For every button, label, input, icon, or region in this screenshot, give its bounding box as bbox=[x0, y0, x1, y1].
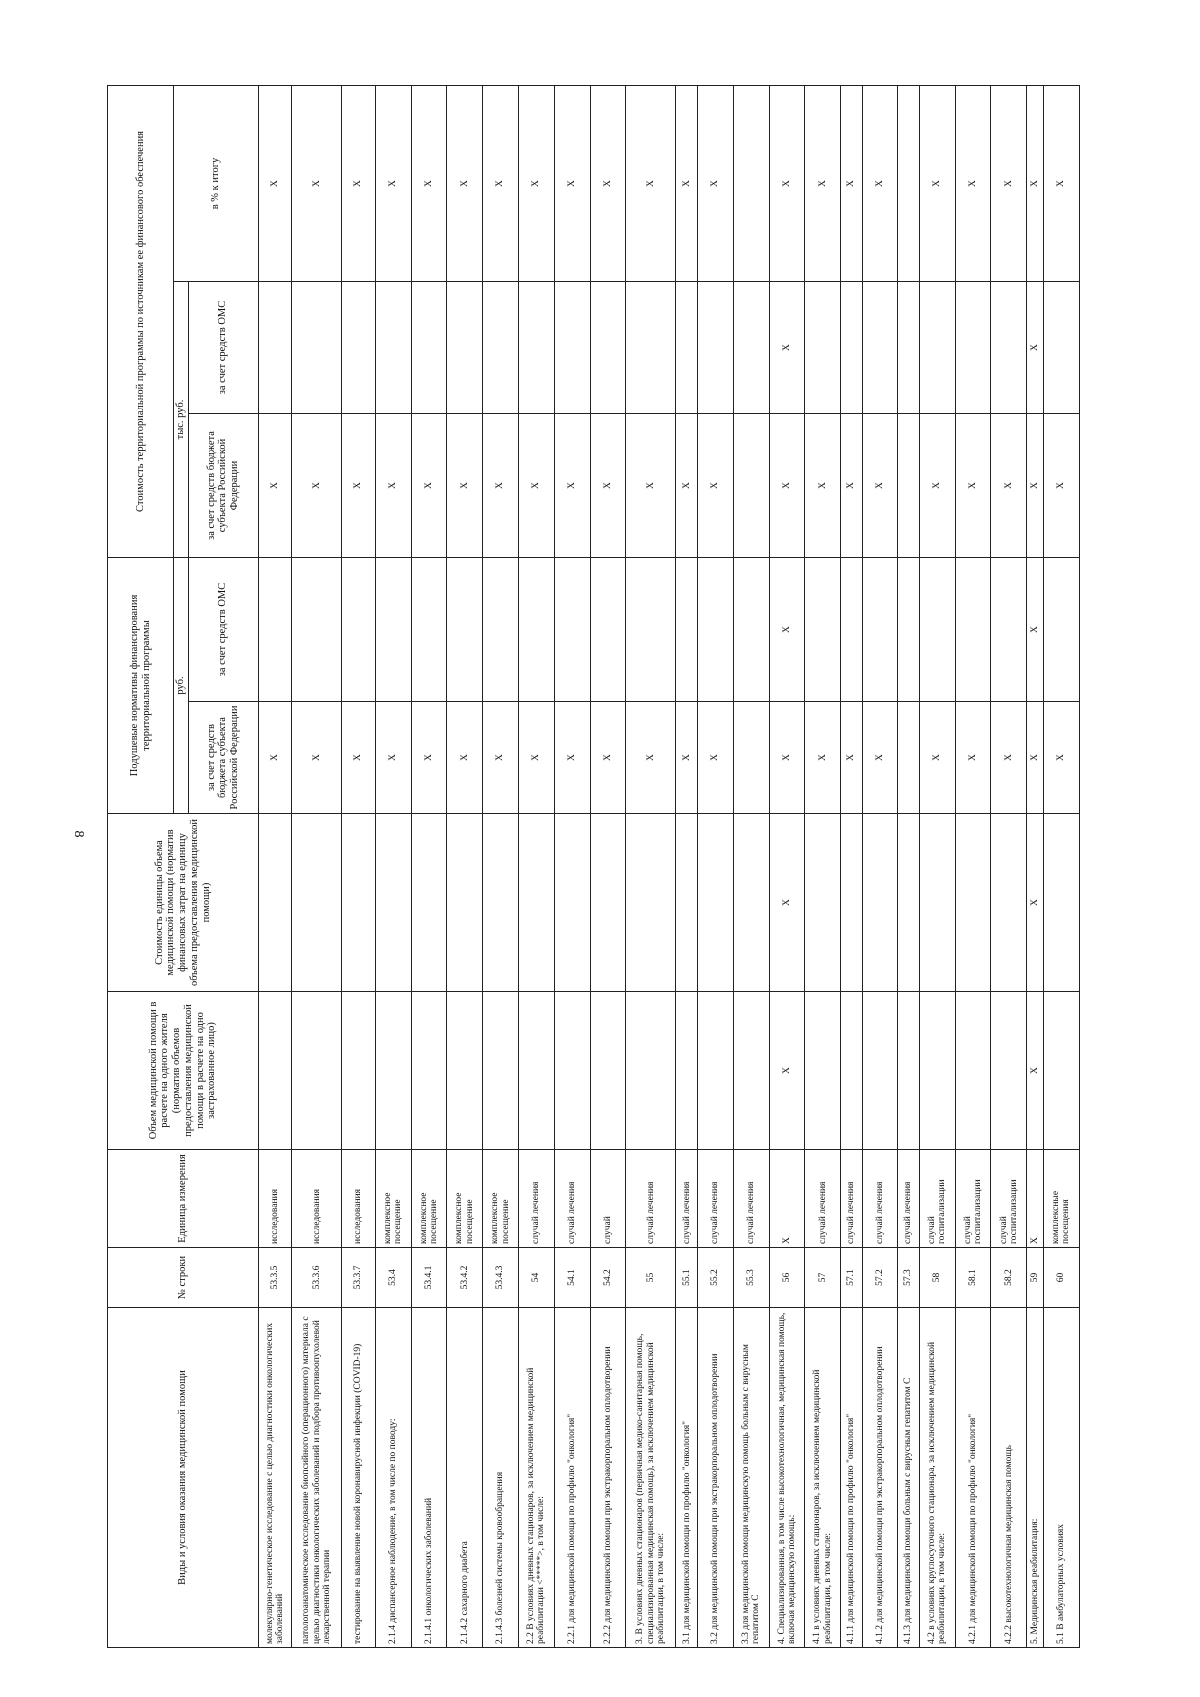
row-percent: X bbox=[342, 86, 375, 282]
row-pc-budget: X bbox=[955, 702, 991, 814]
row-kind: 3.1 для медицинской помощи по профилю "онкология" bbox=[676, 1308, 697, 1648]
row-pc-oms bbox=[955, 558, 991, 702]
rotated-table-container bbox=[107, 86, 1080, 1648]
row-pc-oms bbox=[554, 558, 590, 702]
row-unit: комплексное посещение bbox=[411, 1150, 447, 1248]
row-number: 59 bbox=[1027, 1248, 1044, 1308]
row-percent: X bbox=[919, 86, 955, 282]
table-row bbox=[676, 86, 697, 1648]
row-pc-oms bbox=[447, 558, 483, 702]
row-tc-oms bbox=[258, 282, 291, 414]
table-row bbox=[769, 86, 805, 1648]
row-pc-oms bbox=[862, 558, 898, 702]
row-unit: комплексное посещение bbox=[447, 1150, 483, 1248]
row-pc-oms bbox=[626, 558, 676, 702]
row-pc-budget: X bbox=[991, 702, 1027, 814]
row-tc-oms bbox=[805, 282, 841, 414]
row-pc-budget: X bbox=[1027, 702, 1044, 814]
row-percent: X bbox=[554, 86, 590, 282]
row-pc-oms bbox=[1043, 558, 1079, 702]
row-number: 53.4.3 bbox=[483, 1248, 519, 1308]
row-pc-oms bbox=[411, 558, 447, 702]
row-kind: 4.1.2 для медицинской помощи при экстракорпоральном оплодотворении bbox=[862, 1308, 898, 1648]
row-tc-budget: X bbox=[955, 414, 991, 558]
table-row bbox=[805, 86, 841, 1648]
row-volume bbox=[1043, 992, 1079, 1150]
row-unit-cost bbox=[258, 814, 291, 992]
row-unit: случай лечения bbox=[862, 1150, 898, 1248]
row-volume bbox=[258, 992, 291, 1150]
row-percent: X bbox=[518, 86, 554, 282]
row-pc-oms bbox=[805, 558, 841, 702]
row-tc-budget: X bbox=[676, 414, 697, 558]
table-row bbox=[991, 86, 1027, 1648]
row-pc-oms bbox=[733, 558, 769, 702]
row-tc-oms: X bbox=[1027, 282, 1044, 414]
row-percent: X bbox=[862, 86, 898, 282]
row-volume bbox=[447, 992, 483, 1150]
row-unit: случай лечения bbox=[805, 1150, 841, 1248]
row-pc-budget: X bbox=[483, 702, 519, 814]
row-number: 54.1 bbox=[554, 1248, 590, 1308]
row-pc-oms bbox=[590, 558, 626, 702]
row-number: 54.2 bbox=[590, 1248, 626, 1308]
row-pc-oms: X bbox=[1027, 558, 1044, 702]
table-row bbox=[518, 86, 554, 1648]
row-unit-cost bbox=[805, 814, 841, 992]
row-kind: 4.2 в условиях круглосуточного стационара, за исключением медицинской реабилитации, в том числе: bbox=[919, 1308, 955, 1648]
row-unit: исследования bbox=[292, 1150, 342, 1248]
row-tc-budget: X bbox=[342, 414, 375, 558]
row-number: 58.2 bbox=[991, 1248, 1027, 1308]
row-number: 58.1 bbox=[955, 1248, 991, 1308]
page-number: 8 bbox=[71, 830, 86, 838]
row-number: 55.2 bbox=[697, 1248, 733, 1308]
row-tc-budget bbox=[733, 414, 769, 558]
row-unit-cost: X bbox=[769, 814, 805, 992]
row-kind: молекулярно-генетическое исследование с целью диагностики онкологических заболеваний bbox=[258, 1308, 291, 1648]
row-unit-cost bbox=[841, 814, 862, 992]
row-tc-budget: X bbox=[590, 414, 626, 558]
row-tc-budget: X bbox=[626, 414, 676, 558]
row-tc-budget: X bbox=[1043, 414, 1079, 558]
row-volume bbox=[841, 992, 862, 1150]
row-pc-budget: X bbox=[676, 702, 697, 814]
row-kind: 4. Специализированная, в том числе высокотехнологичная, медицинская помощь, включая медицинскую помощь: bbox=[769, 1308, 805, 1648]
row-number: 53.4.2 bbox=[447, 1248, 483, 1308]
row-pc-budget: X bbox=[697, 702, 733, 814]
row-tc-oms bbox=[554, 282, 590, 414]
row-tc-oms bbox=[898, 282, 919, 414]
row-tc-oms bbox=[590, 282, 626, 414]
row-percent: X bbox=[1043, 86, 1079, 282]
row-unit: случай госпитализации bbox=[955, 1150, 991, 1248]
row-unit: случай лечения bbox=[676, 1150, 697, 1248]
row-percent: X bbox=[991, 86, 1027, 282]
row-kind: 5.1 В амбулаторных условиях bbox=[1043, 1308, 1079, 1648]
header-program-cost-budget: за счет средств бюджета субъекта Российской Федерации bbox=[188, 414, 258, 558]
header-volume: Объем медицинской помощи в расчете на одного жителя (норматив объемов предоставления медицинской помощи в расчете на одно застрахованное лицо) bbox=[108, 992, 259, 1150]
row-pc-oms bbox=[898, 558, 919, 702]
row-number: 57.1 bbox=[841, 1248, 862, 1308]
row-pc-budget: X bbox=[447, 702, 483, 814]
row-number: 60 bbox=[1043, 1248, 1079, 1308]
row-percent: X bbox=[805, 86, 841, 282]
row-unit: исследования bbox=[258, 1150, 291, 1248]
row-volume bbox=[676, 992, 697, 1150]
row-volume bbox=[991, 992, 1027, 1150]
row-kind: тестирование на выявление новой коронавирусной инфекции (COVID-19) bbox=[342, 1308, 375, 1648]
row-tc-budget: X bbox=[483, 414, 519, 558]
table-header bbox=[108, 86, 259, 1648]
row-unit: комплексное посещение bbox=[375, 1150, 411, 1248]
financing-table bbox=[107, 85, 1080, 1648]
row-tc-oms bbox=[919, 282, 955, 414]
header-per-capita-oms: за счет средств ОМС bbox=[188, 558, 258, 702]
row-percent: X bbox=[447, 86, 483, 282]
row-kind: 2.1.4.2 сахарного диабета bbox=[447, 1308, 483, 1648]
row-percent: X bbox=[626, 86, 676, 282]
row-volume bbox=[554, 992, 590, 1150]
row-number: 54 bbox=[518, 1248, 554, 1308]
row-pc-oms bbox=[697, 558, 733, 702]
row-number: 57.2 bbox=[862, 1248, 898, 1308]
row-unit-cost bbox=[375, 814, 411, 992]
row-unit-cost bbox=[554, 814, 590, 992]
row-unit-cost: X bbox=[1027, 814, 1044, 992]
row-unit: случай bbox=[590, 1150, 626, 1248]
row-unit: комплексное посещение bbox=[483, 1150, 519, 1248]
row-volume bbox=[862, 992, 898, 1150]
row-unit: X bbox=[1027, 1150, 1044, 1248]
table-row bbox=[375, 86, 411, 1648]
row-percent: X bbox=[1027, 86, 1044, 282]
row-pc-budget: X bbox=[411, 702, 447, 814]
row-unit-cost bbox=[733, 814, 769, 992]
row-pc-budget: X bbox=[1043, 702, 1079, 814]
row-tc-budget: X bbox=[805, 414, 841, 558]
row-kind: 4.2.1 для медицинской помощи по профилю "онкология" bbox=[955, 1308, 991, 1648]
row-percent: X bbox=[955, 86, 991, 282]
row-volume bbox=[898, 992, 919, 1150]
row-unit: случай лечения bbox=[697, 1150, 733, 1248]
table-row bbox=[626, 86, 676, 1648]
row-pc-oms bbox=[375, 558, 411, 702]
row-pc-budget bbox=[898, 702, 919, 814]
header-unit: Единица измерения bbox=[108, 1150, 259, 1248]
table-row bbox=[733, 86, 769, 1648]
row-pc-budget: X bbox=[626, 702, 676, 814]
row-tc-budget: X bbox=[258, 414, 291, 558]
row-number: 58 bbox=[919, 1248, 955, 1308]
row-tc-oms bbox=[292, 282, 342, 414]
row-number: 57.3 bbox=[898, 1248, 919, 1308]
row-pc-budget: X bbox=[862, 702, 898, 814]
row-tc-budget bbox=[898, 414, 919, 558]
row-pc-budget bbox=[733, 702, 769, 814]
row-percent: X bbox=[375, 86, 411, 282]
row-unit: комплексные посещения bbox=[1043, 1150, 1079, 1248]
row-pc-budget: X bbox=[554, 702, 590, 814]
table-row bbox=[411, 86, 447, 1648]
row-unit-cost bbox=[898, 814, 919, 992]
row-pc-oms: X bbox=[769, 558, 805, 702]
header-per-capita-budget: за счет средств бюджета субъекта Российской Федерации bbox=[188, 702, 258, 814]
row-tc-oms bbox=[375, 282, 411, 414]
row-pc-budget: X bbox=[805, 702, 841, 814]
header-program-cost: Стоимость территориальной программы по источникам ее финансового обеспечения bbox=[108, 86, 174, 558]
header-row-no: № строки bbox=[108, 1248, 259, 1308]
row-percent bbox=[733, 86, 769, 282]
row-tc-budget: X bbox=[862, 414, 898, 558]
row-kind: 4.2.2 высокотехнологичная медицинская помощь bbox=[991, 1308, 1027, 1648]
row-volume bbox=[955, 992, 991, 1150]
row-percent: X bbox=[292, 86, 342, 282]
row-volume bbox=[292, 992, 342, 1150]
row-unit-cost bbox=[919, 814, 955, 992]
row-unit-cost bbox=[518, 814, 554, 992]
row-tc-oms bbox=[342, 282, 375, 414]
row-volume bbox=[342, 992, 375, 1150]
row-pc-oms bbox=[292, 558, 342, 702]
row-tc-budget: X bbox=[1027, 414, 1044, 558]
row-unit-cost bbox=[342, 814, 375, 992]
row-tc-oms bbox=[733, 282, 769, 414]
header-program-cost-oms: за счет средств ОМС bbox=[188, 282, 258, 414]
row-volume bbox=[518, 992, 554, 1150]
header-percent: в % к итогу bbox=[174, 86, 259, 282]
row-unit-cost bbox=[991, 814, 1027, 992]
row-percent: X bbox=[769, 86, 805, 282]
row-number: 53.3.5 bbox=[258, 1248, 291, 1308]
table-row bbox=[1043, 86, 1079, 1648]
row-unit: случай лечения bbox=[898, 1150, 919, 1248]
row-kind: 2.1.4.3 болезней системы кровообращения bbox=[483, 1308, 519, 1648]
row-pc-oms bbox=[919, 558, 955, 702]
row-volume bbox=[919, 992, 955, 1150]
row-kind: 3. В условиях дневных стационаров (первичная медико-санитарная помощь, специализированная медицинская помощь), за исключением медицинской реабилитации, в том числе: bbox=[626, 1308, 676, 1648]
row-volume bbox=[483, 992, 519, 1150]
table-row bbox=[1027, 86, 1044, 1648]
row-number: 53.3.7 bbox=[342, 1248, 375, 1308]
row-volume: X bbox=[769, 992, 805, 1150]
row-pc-budget: X bbox=[769, 702, 805, 814]
row-tc-oms bbox=[447, 282, 483, 414]
row-unit-cost bbox=[483, 814, 519, 992]
row-number: 55.1 bbox=[676, 1248, 697, 1308]
table-row bbox=[697, 86, 733, 1648]
header-kind: Виды и условия оказания медицинской помощи bbox=[108, 1308, 259, 1648]
row-unit: случай лечения bbox=[733, 1150, 769, 1248]
row-volume bbox=[626, 992, 676, 1150]
row-tc-budget: X bbox=[447, 414, 483, 558]
row-tc-oms bbox=[841, 282, 862, 414]
row-unit-cost bbox=[590, 814, 626, 992]
row-tc-oms bbox=[1043, 282, 1079, 414]
row-unit: случай лечения bbox=[841, 1150, 862, 1248]
row-volume bbox=[590, 992, 626, 1150]
row-unit: случай госпитализации bbox=[919, 1150, 955, 1248]
row-number: 55 bbox=[626, 1248, 676, 1308]
table-body bbox=[258, 86, 1079, 1648]
row-tc-oms bbox=[483, 282, 519, 414]
row-unit-cost bbox=[676, 814, 697, 992]
row-kind: 2.1.4 диспансерное наблюдение, в том числе по поводу: bbox=[375, 1308, 411, 1648]
row-volume bbox=[375, 992, 411, 1150]
row-tc-budget: X bbox=[991, 414, 1027, 558]
row-pc-budget: X bbox=[841, 702, 862, 814]
row-unit: случай лечения bbox=[518, 1150, 554, 1248]
row-percent bbox=[898, 86, 919, 282]
row-unit: случай госпитализации bbox=[991, 1150, 1027, 1248]
row-tc-budget: X bbox=[554, 414, 590, 558]
row-unit-cost bbox=[697, 814, 733, 992]
row-pc-budget: X bbox=[375, 702, 411, 814]
table-row bbox=[919, 86, 955, 1648]
row-pc-budget: X bbox=[342, 702, 375, 814]
row-kind: 2.2.2 для медицинской помощи при экстракорпоральном оплодотворении bbox=[590, 1308, 626, 1648]
table-row bbox=[841, 86, 862, 1648]
row-number: 53.4.1 bbox=[411, 1248, 447, 1308]
table-row bbox=[447, 86, 483, 1648]
row-kind: 2.1.4.1 онкологических заболеваний bbox=[411, 1308, 447, 1648]
table-row bbox=[258, 86, 291, 1648]
row-unit: X bbox=[769, 1150, 805, 1248]
row-percent: X bbox=[411, 86, 447, 282]
row-tc-budget: X bbox=[841, 414, 862, 558]
header-unit-cost: Стоимость единицы объема медицинской помощи (норматив финансовых затрат на единицу объема предоставления медицинской помощи) bbox=[108, 814, 259, 992]
row-unit-cost bbox=[292, 814, 342, 992]
row-tc-budget: X bbox=[769, 414, 805, 558]
row-pc-oms bbox=[841, 558, 862, 702]
row-percent: X bbox=[590, 86, 626, 282]
row-percent: X bbox=[676, 86, 697, 282]
row-kind: 4.1 в условиях дневных стационаров, за исключением медицинской реабилитации, в том числе: bbox=[805, 1308, 841, 1648]
table-row bbox=[955, 86, 991, 1648]
row-tc-oms bbox=[697, 282, 733, 414]
row-pc-budget: X bbox=[258, 702, 291, 814]
row-unit-cost bbox=[955, 814, 991, 992]
row-kind: патологоанатомическое исследование биопсийного (операционного) материала с целью диагностики онкологических заболеваний и подбора противоопухолевой лекарственной терапии bbox=[292, 1308, 342, 1648]
table-row bbox=[590, 86, 626, 1648]
row-kind: 2.2.1 для медицинской помощи по профилю "онкология" bbox=[554, 1308, 590, 1648]
row-tc-budget: X bbox=[919, 414, 955, 558]
table-row bbox=[898, 86, 919, 1648]
row-volume bbox=[411, 992, 447, 1150]
row-pc-oms bbox=[991, 558, 1027, 702]
row-tc-budget: X bbox=[697, 414, 733, 558]
row-pc-oms bbox=[483, 558, 519, 702]
row-tc-oms bbox=[862, 282, 898, 414]
row-unit-cost bbox=[862, 814, 898, 992]
row-tc-budget: X bbox=[411, 414, 447, 558]
table-row bbox=[554, 86, 590, 1648]
row-kind: 2.2 В условиях дневных стационаров, за исключением медицинской реабилитации <*****>, в том числе: bbox=[518, 1308, 554, 1648]
row-tc-budget: X bbox=[292, 414, 342, 558]
header-per-capita-unit: руб. bbox=[174, 558, 189, 814]
row-pc-budget: X bbox=[919, 702, 955, 814]
row-tc-oms: X bbox=[769, 282, 805, 414]
row-tc-oms bbox=[991, 282, 1027, 414]
row-percent: X bbox=[258, 86, 291, 282]
row-number: 56 bbox=[769, 1248, 805, 1308]
row-volume: X bbox=[1027, 992, 1044, 1150]
row-number: 53.4 bbox=[375, 1248, 411, 1308]
row-kind: 3.3 для медицинской помощи медицинскую помощь больным с вирусным гепатитом С bbox=[733, 1308, 769, 1648]
row-number: 53.3.6 bbox=[292, 1248, 342, 1308]
table-row bbox=[483, 86, 519, 1648]
row-percent: X bbox=[841, 86, 862, 282]
row-pc-oms bbox=[676, 558, 697, 702]
row-unit: исследования bbox=[342, 1150, 375, 1248]
header-program-cost-unit: тыс. руб. bbox=[174, 282, 189, 558]
row-number: 55.3 bbox=[733, 1248, 769, 1308]
table-row bbox=[342, 86, 375, 1648]
row-kind: 5. Медицинская реабилитация: bbox=[1027, 1308, 1044, 1648]
row-unit-cost bbox=[447, 814, 483, 992]
row-tc-oms bbox=[518, 282, 554, 414]
row-volume bbox=[733, 992, 769, 1150]
row-kind: 4.1.1 для медицинской помощи по профилю "онкология" bbox=[841, 1308, 862, 1648]
row-unit-cost bbox=[411, 814, 447, 992]
row-pc-budget: X bbox=[590, 702, 626, 814]
row-tc-oms bbox=[955, 282, 991, 414]
row-percent: X bbox=[483, 86, 519, 282]
row-unit: случай лечения bbox=[554, 1150, 590, 1248]
row-tc-oms bbox=[626, 282, 676, 414]
table-row bbox=[292, 86, 342, 1648]
row-kind: 3.2 для медицинской помощи при экстракорпоральном оплодотворении bbox=[697, 1308, 733, 1648]
row-tc-budget: X bbox=[375, 414, 411, 558]
row-tc-oms bbox=[676, 282, 697, 414]
row-unit: случай лечения bbox=[626, 1150, 676, 1248]
row-kind: 4.1.3 для медицинской помощи больным с вирусным гепатитом С bbox=[898, 1308, 919, 1648]
header-per-capita: Подушевые нормативы финансирования территориальной программы bbox=[108, 558, 174, 814]
row-pc-budget: X bbox=[292, 702, 342, 814]
row-unit-cost bbox=[626, 814, 676, 992]
row-pc-budget: X bbox=[518, 702, 554, 814]
table-row bbox=[862, 86, 898, 1648]
row-percent: X bbox=[697, 86, 733, 282]
row-pc-oms bbox=[342, 558, 375, 702]
row-tc-oms bbox=[411, 282, 447, 414]
row-pc-oms bbox=[518, 558, 554, 702]
row-volume bbox=[805, 992, 841, 1150]
row-pc-oms bbox=[258, 558, 291, 702]
row-number: 57 bbox=[805, 1248, 841, 1308]
row-tc-budget: X bbox=[518, 414, 554, 558]
row-volume bbox=[697, 992, 733, 1150]
row-unit-cost bbox=[1043, 814, 1079, 992]
